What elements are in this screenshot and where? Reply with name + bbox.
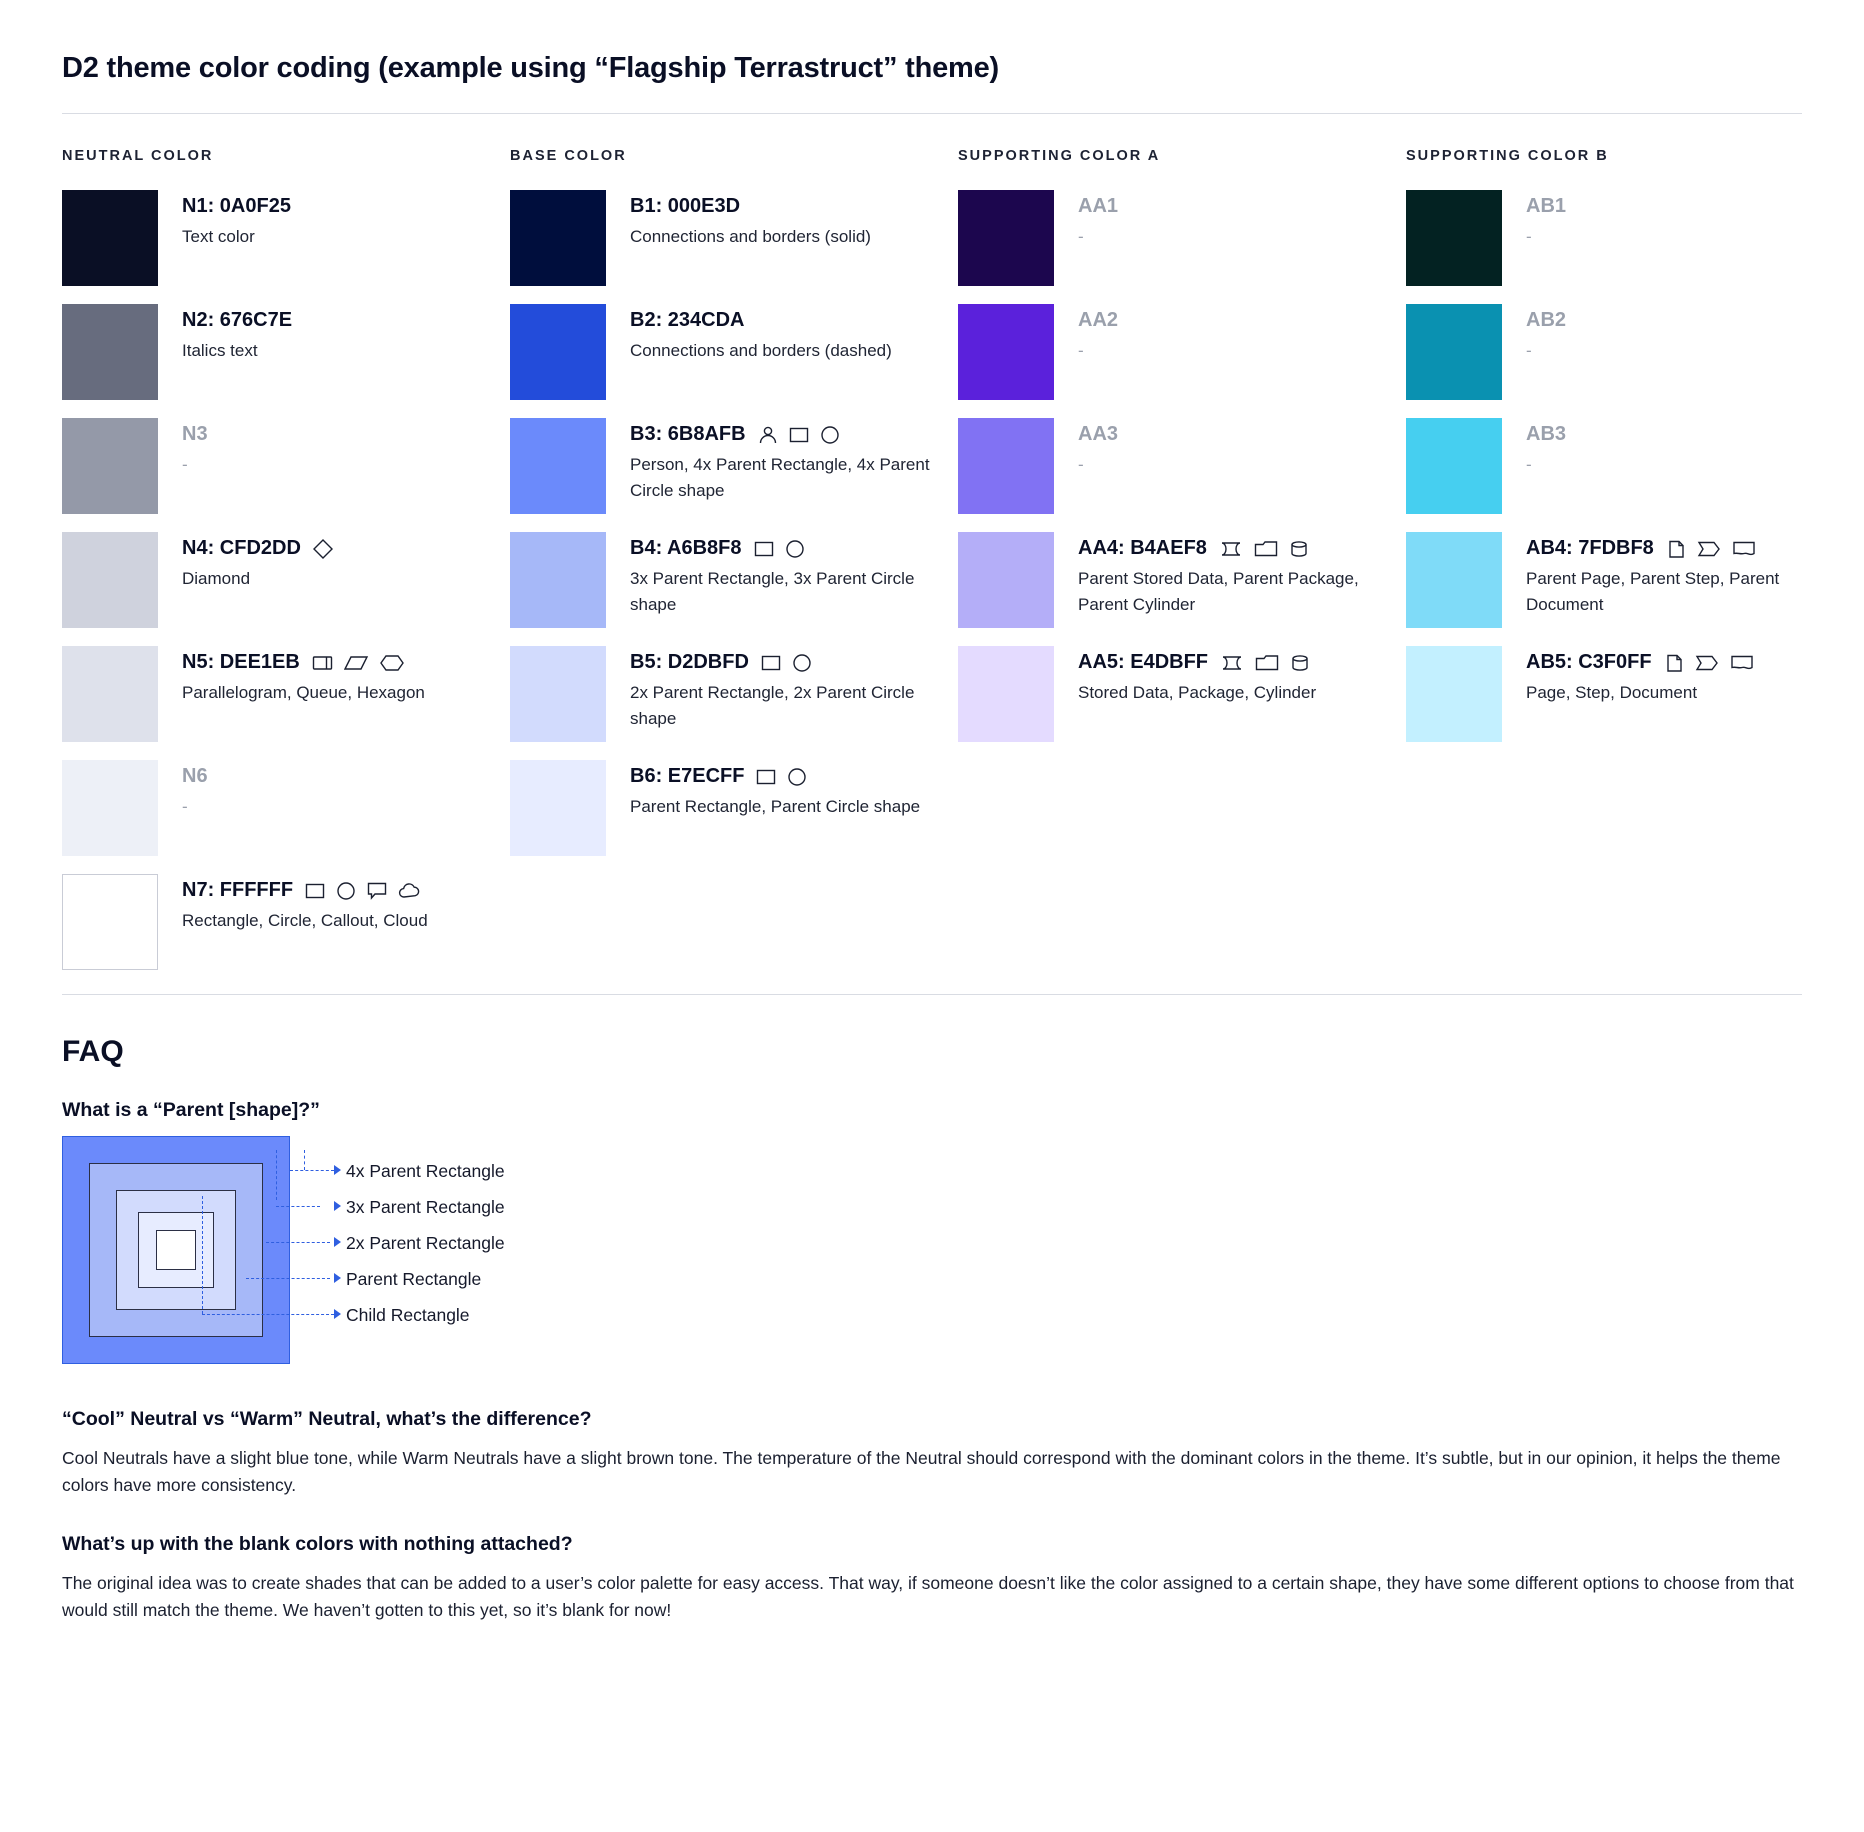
shape-icon-group bbox=[312, 538, 334, 560]
connector-line bbox=[304, 1150, 305, 1170]
color-swatch[interactable] bbox=[62, 874, 158, 970]
cylinder-icon bbox=[1289, 652, 1311, 674]
column-heading: SUPPORTING COLOR A bbox=[958, 148, 1161, 164]
nest-label: 4x Parent Rectangle bbox=[346, 1161, 505, 1181]
swatch-description: Person, 4x Parent Rectangle, 4x Parent Circle shape bbox=[630, 455, 930, 500]
nest-label: Child Rectangle bbox=[346, 1305, 470, 1325]
swatch-description: Rectangle, Circle, Callout, Cloud bbox=[182, 911, 428, 930]
title-divider bbox=[62, 113, 1802, 114]
rectangle-icon bbox=[304, 880, 326, 902]
swatch-row bbox=[62, 532, 510, 628]
step-icon bbox=[1696, 538, 1722, 560]
swatch-label bbox=[630, 650, 958, 675]
swatch-label bbox=[1078, 650, 1406, 675]
swatch-code: AA1 bbox=[1078, 195, 1119, 217]
page-icon bbox=[1663, 652, 1685, 674]
color-column bbox=[510, 148, 958, 988]
faq-answer: The original idea was to create shades that can be added to a user’s color palette for easy access. That way, if someone doesn’t like the color assigned to a certain shape, they have some different options to choose from that would still match the theme. We haven’t gotten to this yet, so it’s blank for now! bbox=[62, 1573, 1794, 1621]
swatch-code: AB3 bbox=[1526, 423, 1567, 445]
faq-section bbox=[62, 1035, 1802, 1625]
swatch-description: - bbox=[182, 797, 188, 816]
color-swatch[interactable] bbox=[510, 304, 606, 400]
swatch-description: - bbox=[1526, 341, 1532, 360]
connector-line bbox=[202, 1314, 334, 1315]
color-columns bbox=[62, 148, 1802, 988]
rectangle-icon bbox=[760, 652, 782, 674]
color-swatch[interactable] bbox=[958, 532, 1054, 628]
column-heading: NEUTRAL COLOR bbox=[62, 148, 214, 164]
swatch-row bbox=[1406, 304, 1854, 400]
connector-arrow bbox=[334, 1165, 341, 1175]
swatch-row bbox=[958, 190, 1406, 286]
swatch-row bbox=[62, 646, 510, 742]
swatch-label bbox=[182, 878, 510, 903]
swatch-description: 3x Parent Rectangle, 3x Parent Circle shape bbox=[630, 569, 915, 614]
connector-line bbox=[246, 1278, 330, 1279]
faq-heading: FAQ bbox=[62, 1035, 124, 1068]
color-swatch[interactable] bbox=[510, 532, 606, 628]
color-swatch[interactable] bbox=[1406, 646, 1502, 742]
faq-answer: Cool Neutrals have a slight blue tone, while Warm Neutrals have a slight brown tone. The temperature of the Neutral should correspond with the dominant colors in the theme. It’s subtle, but in our opinion, it helps the theme colors have more consistency. bbox=[62, 1448, 1781, 1496]
faq-divider bbox=[62, 994, 1802, 995]
document-icon bbox=[1731, 538, 1757, 560]
swatch-code: N7: FFFFFF bbox=[182, 879, 294, 901]
swatch-code: AB4: 7FDBF8 bbox=[1526, 537, 1654, 559]
color-swatch[interactable] bbox=[1406, 532, 1502, 628]
page-icon bbox=[1665, 538, 1687, 560]
shape-icon-group bbox=[757, 424, 841, 446]
parallelogram-icon bbox=[344, 652, 370, 674]
swatch-info bbox=[158, 190, 510, 250]
swatch-code: B1: 000E3D bbox=[630, 195, 741, 217]
color-swatch[interactable] bbox=[958, 190, 1054, 286]
swatch-code: N3 bbox=[182, 423, 208, 445]
swatch-label bbox=[630, 422, 958, 447]
faq-item-cool-warm bbox=[62, 1408, 1802, 1499]
swatch-description: 2x Parent Rectangle, 2x Parent Circle shape bbox=[630, 683, 915, 728]
page-title: D2 theme color coding (example using “Flagship Terrastruct” theme) bbox=[62, 52, 1000, 84]
package-icon bbox=[1253, 538, 1279, 560]
color-swatch[interactable] bbox=[1406, 190, 1502, 286]
swatch-description: Diamond bbox=[182, 569, 251, 588]
column-heading: SUPPORTING COLOR B bbox=[1406, 148, 1609, 164]
rect-child bbox=[156, 1230, 196, 1270]
person-icon bbox=[757, 424, 779, 446]
circle-icon bbox=[786, 766, 808, 788]
swatch-label bbox=[1526, 422, 1854, 447]
swatch-row bbox=[958, 304, 1406, 400]
stored-data-icon bbox=[1219, 652, 1245, 674]
parent-shape-diagram bbox=[62, 1136, 1802, 1364]
shape-icon-group bbox=[304, 880, 423, 902]
rectangle-icon bbox=[788, 424, 810, 446]
swatch-row bbox=[62, 760, 510, 856]
swatch-info bbox=[1502, 418, 1854, 478]
diamond-icon bbox=[312, 538, 334, 560]
swatch-description: Connections and borders (dashed) bbox=[630, 341, 892, 360]
swatch-code: N5: DEE1EB bbox=[182, 651, 300, 673]
swatch-info bbox=[1054, 418, 1406, 478]
swatch-info bbox=[1054, 532, 1406, 617]
swatch-code: AA2 bbox=[1078, 309, 1119, 331]
swatch-row bbox=[1406, 190, 1854, 286]
swatch-label bbox=[182, 650, 510, 675]
color-swatch[interactable] bbox=[958, 304, 1054, 400]
swatch-info bbox=[606, 418, 958, 503]
swatch-row bbox=[62, 190, 510, 286]
document-icon bbox=[1729, 652, 1755, 674]
swatch-description: - bbox=[1078, 341, 1084, 360]
swatch-label bbox=[630, 194, 958, 219]
swatch-info bbox=[1502, 304, 1854, 364]
cylinder-icon bbox=[1288, 538, 1310, 560]
swatch-info bbox=[1054, 190, 1406, 250]
swatch-label bbox=[1526, 308, 1854, 333]
color-swatch[interactable] bbox=[62, 190, 158, 286]
shape-icon-group bbox=[1218, 538, 1310, 560]
swatch-code: N2: 676C7E bbox=[182, 309, 293, 331]
swatch-description: Parent Rectangle, Parent Circle shape bbox=[630, 797, 921, 816]
shape-icon-group bbox=[1665, 538, 1757, 560]
faq-item-parent-shape bbox=[62, 1099, 1802, 1364]
swatch-label bbox=[1078, 536, 1406, 561]
swatch-code: B4: A6B8F8 bbox=[630, 537, 742, 559]
swatch-row bbox=[510, 304, 958, 400]
swatch-description: Parent Stored Data, Parent Package, Parent Cylinder bbox=[1078, 569, 1359, 614]
shape-icon-group bbox=[760, 652, 813, 674]
nest-label: Parent Rectangle bbox=[346, 1269, 482, 1289]
swatch-code: N1: 0A0F25 bbox=[182, 195, 291, 217]
color-swatch[interactable] bbox=[510, 760, 606, 856]
connector-line bbox=[276, 1206, 320, 1207]
color-swatch[interactable] bbox=[510, 418, 606, 514]
queue-icon bbox=[311, 652, 335, 674]
color-swatch[interactable] bbox=[62, 418, 158, 514]
swatch-row bbox=[62, 304, 510, 400]
swatch-row bbox=[62, 874, 510, 970]
swatch-info bbox=[606, 190, 958, 250]
swatch-label bbox=[1078, 422, 1406, 447]
swatch-info bbox=[158, 874, 510, 934]
swatch-description: Connections and borders (solid) bbox=[630, 227, 871, 246]
swatch-label bbox=[630, 308, 958, 333]
nested-rectangle-labels bbox=[290, 1136, 710, 1364]
swatch-label bbox=[1078, 194, 1406, 219]
nest-label: 3x Parent Rectangle bbox=[346, 1197, 505, 1217]
swatch-code: AA5: E4DBFF bbox=[1078, 651, 1209, 673]
swatch-info bbox=[606, 532, 958, 617]
swatch-code: AB2 bbox=[1526, 309, 1567, 331]
swatch-label bbox=[182, 764, 510, 789]
swatch-row bbox=[958, 532, 1406, 628]
rectangle-icon bbox=[755, 766, 777, 788]
swatch-code: B6: E7ECFF bbox=[630, 765, 745, 787]
swatch-info bbox=[158, 760, 510, 820]
swatch-info bbox=[1502, 190, 1854, 250]
swatch-row bbox=[958, 646, 1406, 742]
color-swatch[interactable] bbox=[1406, 418, 1502, 514]
shape-icon-group bbox=[1663, 652, 1755, 674]
connector-arrow bbox=[334, 1273, 341, 1283]
color-swatch[interactable] bbox=[510, 190, 606, 286]
swatch-description: Page, Step, Document bbox=[1526, 683, 1698, 702]
color-swatch[interactable] bbox=[958, 418, 1054, 514]
swatch-info bbox=[1054, 304, 1406, 364]
column-heading: BASE COLOR bbox=[510, 148, 627, 164]
color-swatch[interactable] bbox=[958, 646, 1054, 742]
swatch-description: - bbox=[182, 455, 188, 474]
swatch-row bbox=[510, 190, 958, 286]
swatch-row bbox=[62, 418, 510, 514]
swatch-label bbox=[630, 536, 958, 561]
swatch-description: Parallelogram, Queue, Hexagon bbox=[182, 683, 425, 702]
swatch-description: - bbox=[1526, 227, 1532, 246]
step-icon bbox=[1694, 652, 1720, 674]
color-swatch[interactable] bbox=[62, 532, 158, 628]
swatch-code: AA4: B4AEF8 bbox=[1078, 537, 1207, 559]
swatch-code: B5: D2DBFD bbox=[630, 651, 749, 673]
swatch-row bbox=[510, 646, 958, 742]
color-column bbox=[1406, 148, 1854, 988]
stored-data-icon bbox=[1218, 538, 1244, 560]
swatch-code: N4: CFD2DD bbox=[182, 537, 301, 559]
callout-icon bbox=[366, 880, 388, 902]
circle-icon bbox=[819, 424, 841, 446]
color-swatch[interactable] bbox=[62, 304, 158, 400]
swatch-code: B3: 6B8AFB bbox=[630, 423, 746, 445]
color-swatch[interactable] bbox=[1406, 304, 1502, 400]
swatch-label bbox=[182, 308, 510, 333]
swatch-label bbox=[1526, 650, 1854, 675]
shape-icon-group bbox=[1219, 652, 1311, 674]
connector-line bbox=[266, 1242, 330, 1243]
color-swatch[interactable] bbox=[510, 646, 606, 742]
connector-line bbox=[290, 1170, 334, 1171]
swatch-info bbox=[158, 418, 510, 478]
swatch-info bbox=[158, 646, 510, 706]
color-column bbox=[958, 148, 1406, 988]
swatch-description: Parent Page, Parent Step, Parent Document bbox=[1526, 569, 1780, 614]
shape-icon-group bbox=[311, 652, 405, 674]
swatch-info bbox=[1502, 646, 1854, 706]
swatch-label bbox=[630, 764, 958, 789]
swatch-row bbox=[510, 760, 958, 856]
swatch-row bbox=[510, 532, 958, 628]
swatch-row bbox=[510, 418, 958, 514]
nest-label: 2x Parent Rectangle bbox=[346, 1233, 505, 1253]
connector-line bbox=[202, 1196, 203, 1314]
swatch-info bbox=[606, 760, 958, 820]
connector-arrow bbox=[334, 1309, 341, 1319]
swatch-info bbox=[1502, 532, 1854, 617]
faq-question: What’s up with the blank colors with nothing attached? bbox=[62, 1533, 573, 1556]
swatch-description: Italics text bbox=[182, 341, 258, 360]
swatch-row bbox=[958, 418, 1406, 514]
nested-rectangles bbox=[62, 1136, 290, 1364]
connector-line bbox=[276, 1150, 277, 1200]
swatch-info bbox=[158, 532, 510, 592]
swatch-row bbox=[1406, 418, 1854, 514]
swatch-code: AA3 bbox=[1078, 423, 1119, 445]
swatch-label bbox=[182, 194, 510, 219]
connector-arrow bbox=[334, 1237, 341, 1247]
swatch-description: - bbox=[1078, 455, 1084, 474]
color-swatch[interactable] bbox=[62, 760, 158, 856]
circle-icon bbox=[791, 652, 813, 674]
shape-icon-group bbox=[755, 766, 808, 788]
swatch-description: - bbox=[1078, 227, 1084, 246]
swatch-row bbox=[1406, 532, 1854, 628]
swatch-code: AB1 bbox=[1526, 195, 1567, 217]
swatch-label bbox=[1526, 194, 1854, 219]
swatch-description: Text color bbox=[182, 227, 255, 246]
swatch-label bbox=[1526, 536, 1854, 561]
swatch-info bbox=[606, 646, 958, 731]
swatch-info bbox=[606, 304, 958, 364]
swatch-code: AB5: C3F0FF bbox=[1526, 651, 1652, 673]
swatch-label bbox=[1078, 308, 1406, 333]
faq-question: What is a “Parent [shape]?” bbox=[62, 1099, 320, 1121]
swatch-label bbox=[182, 422, 510, 447]
swatch-info bbox=[1054, 646, 1406, 706]
shape-icon-group bbox=[753, 538, 806, 560]
rectangle-icon bbox=[753, 538, 775, 560]
faq-question: “Cool” Neutral vs “Warm” Neutral, what’s the difference? bbox=[62, 1408, 592, 1430]
swatch-label bbox=[182, 536, 510, 561]
swatch-description: - bbox=[1526, 455, 1532, 474]
swatch-code: B2: 234CDA bbox=[630, 309, 745, 331]
circle-icon bbox=[784, 538, 806, 560]
color-column bbox=[62, 148, 510, 988]
swatch-code: N6 bbox=[182, 765, 208, 787]
circle-icon bbox=[335, 880, 357, 902]
package-icon bbox=[1254, 652, 1280, 674]
swatch-row bbox=[1406, 646, 1854, 742]
color-swatch[interactable] bbox=[62, 646, 158, 742]
cloud-icon bbox=[397, 880, 423, 902]
faq-item-blank-colors bbox=[62, 1533, 1802, 1624]
hexagon-icon bbox=[379, 652, 405, 674]
swatch-info bbox=[158, 304, 510, 364]
swatch-description: Stored Data, Package, Cylinder bbox=[1078, 683, 1317, 702]
connector-arrow bbox=[334, 1201, 341, 1211]
